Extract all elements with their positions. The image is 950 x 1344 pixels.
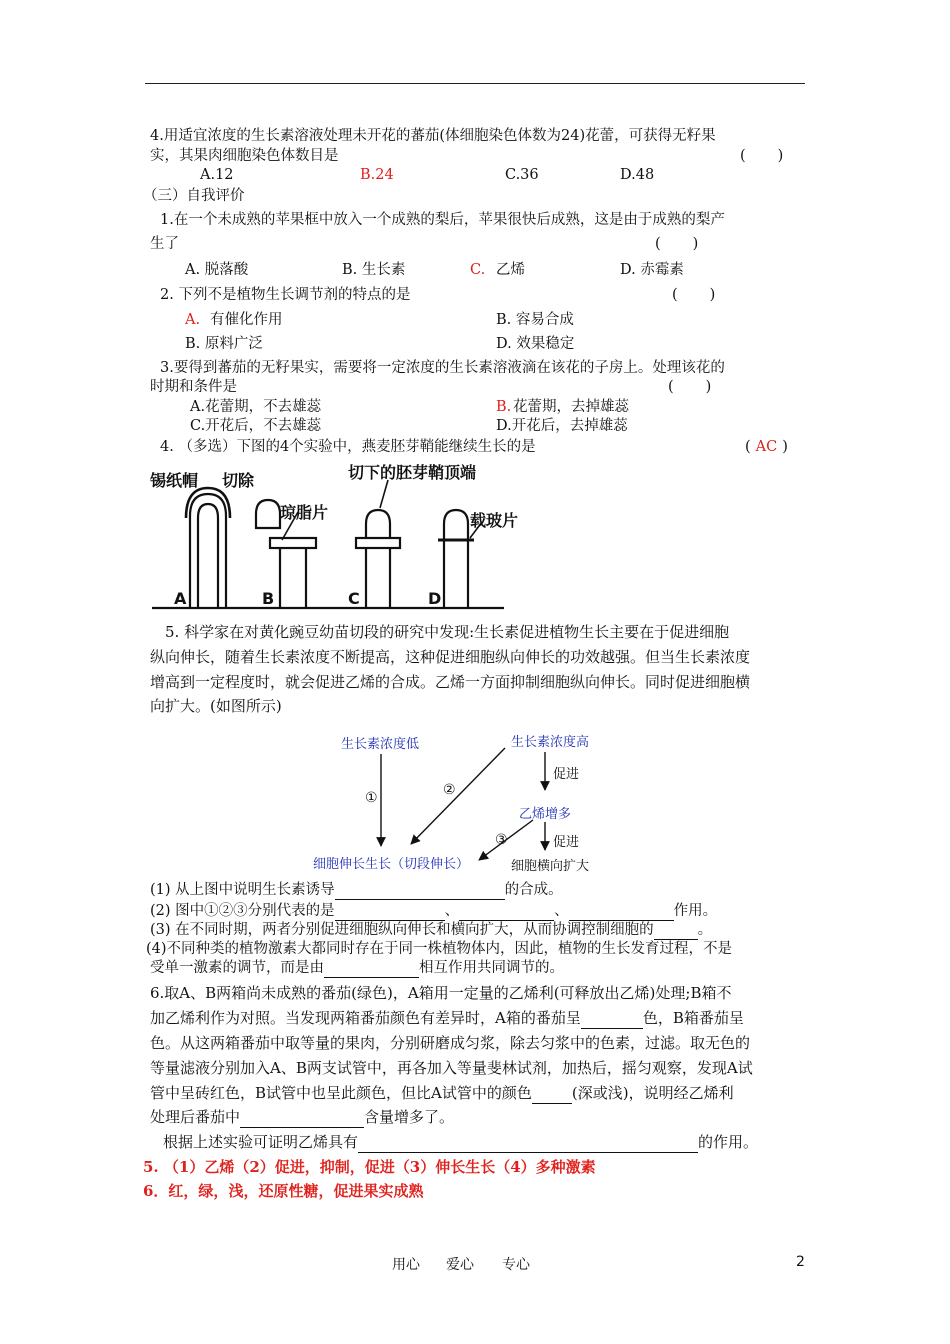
s1-opt-a: A. 脱落酸 [185, 262, 249, 278]
s4-answer-value: AC [755, 439, 778, 455]
section-title: （三）自我评价 [143, 188, 245, 204]
s3-paren: ( ) [668, 379, 713, 395]
s5-q2-blank2[interactable] [459, 904, 554, 921]
label-high-auxin: 生长素浓度高 [511, 735, 590, 750]
s5-line3: 增高到一定程度时，就会促进乙烯的合成。乙烯一方面抑制细胞纵向伸长。同时促进细胞横 [150, 673, 751, 691]
label-cut: 切除 [222, 471, 255, 490]
s6-shade-blank[interactable] [532, 1087, 572, 1104]
s6-line7 [163, 1131, 758, 1153]
s6-line6 [150, 1106, 454, 1128]
label-low-auxin: 生长素浓度低 [341, 737, 420, 752]
footer-text-1: 用心 [392, 1257, 420, 1273]
s5-q2-tail: 作用。 [673, 903, 718, 919]
s6-line3: 色。从这两箱番茄中取等量的果肉，分别研磨成匀浆，除去匀浆中的色素，过滤。取无色的 [150, 1034, 751, 1052]
footer-text-3: 专心 [502, 1257, 530, 1273]
s1-line2: 生了 [150, 236, 179, 252]
s1-opt-c-text: 乙烯 [496, 262, 525, 278]
label-promote-2: 促进 [553, 835, 580, 850]
s2-opt-c: B. 原料广泛 [185, 336, 263, 352]
s6-content-blank[interactable] [240, 1111, 364, 1128]
s5-q2-blank3[interactable] [569, 904, 674, 921]
tip-c [366, 510, 390, 538]
label-circle-1: ① [365, 790, 378, 806]
s1-opt-c-letter: C. [470, 262, 486, 278]
page-number: 2 [796, 1254, 805, 1270]
label-agar: 琼脂片 [280, 503, 329, 522]
s4-line1: 4. （多选）下图的4个实验中，燕麦胚芽鞘能继续生长的是 [160, 439, 536, 455]
s5-q2-sep1: 、 [444, 903, 460, 919]
coleoptile-figure [148, 458, 519, 614]
s3-opt-b-letter: B. [496, 399, 512, 415]
s4-answer-open: ( [745, 439, 751, 455]
s6-color-a-blank[interactable] [581, 1012, 643, 1029]
s6-line2-text: 加乙烯利作为对照。当发现两箱番茄颜色有差异时，A箱的番茄呈 [150, 1009, 581, 1027]
s5-q2-text: (2) 图中①②③分别代表的是 [150, 903, 335, 919]
label-a: A [174, 589, 187, 608]
answer-5: 5. （1）乙烯（2）促进，抑制，促进（3）伸长生长（4）多种激素 [143, 1158, 596, 1176]
arrow-2 [411, 748, 505, 844]
s3-line1: 3.要得到蕃茄的无籽果实，需要将一定浓度的生长素溶液滴在该花的子房上。处理该花的 [160, 360, 725, 376]
label-circle-2: ② [443, 782, 456, 798]
label-c: C [348, 589, 360, 608]
s1-paren: ( ) [655, 236, 700, 252]
s5-q4-blank[interactable] [324, 961, 419, 978]
label-promote-1: 促进 [553, 767, 580, 782]
s3-opt-d: D.开花后，去掉雄蕊 [496, 418, 628, 434]
s2-line1: 2. 下列不是植物生长调节剂的特点的是 [160, 287, 411, 303]
s4-answer-close: ) [782, 439, 788, 455]
s6-line2-tail: 色，B箱番茄呈 [642, 1009, 744, 1027]
label-horizontal-expansion: 细胞横向扩大 [511, 859, 590, 874]
hormone-diagram [305, 728, 625, 878]
s6-line6-tail: 含量增多了。 [364, 1108, 455, 1126]
s6-line5-tail: (深或浅)，说明经乙烯利 [571, 1084, 734, 1102]
s6-line7-tail: 的作用。 [698, 1133, 759, 1151]
s2-opt-a-letter: A. [185, 312, 201, 328]
s6-line5 [150, 1082, 734, 1104]
s4-answer [745, 437, 788, 457]
s5-q1-text: (1) 从上图中说明生长素诱导 [150, 882, 335, 898]
s3-line2: 时期和条件是 [150, 379, 237, 395]
s2-opt-a-text: 有催化作用 [210, 312, 283, 328]
header-rule [145, 83, 805, 84]
q4-line1: 4.用适宜浓度的生长素溶液处理未开花的蕃茄(体细胞染色体数为24)花蕾，可获得无籽果 [150, 128, 716, 144]
q4-opt-c: C.36 [505, 167, 539, 183]
s6-line7-text: 根据上述实验可证明乙烯具有 [163, 1133, 359, 1151]
s5-q3 [150, 920, 712, 940]
s1-line1: 1.在一个未成熟的苹果框中放入一个成熟的梨后，苹果很快后成熟，这是由于成熟的梨产 [160, 212, 725, 228]
s1-opt-d: D. 赤霉素 [620, 262, 684, 278]
coleoptile-a-inner [198, 504, 218, 608]
s5-line4: 向扩大。(如图所示) [150, 697, 282, 715]
s5-q4-line2 [150, 958, 564, 978]
s5-q3-text: (3) 在不同时期，两者分别促进细胞纵向伸长和横向扩大，从而协调控制细胞的 [150, 922, 654, 938]
s5-q4-text: 受单一激素的调节，而是由 [150, 960, 324, 976]
s2-paren: ( ) [672, 287, 717, 303]
s2-opt-d: D. 效果稳定 [496, 336, 575, 352]
s5-q4-tail: 相互作用共同调节的。 [419, 960, 564, 976]
q4-paren: ( ) [740, 148, 785, 164]
q4-opt-a: A.12 [200, 167, 234, 183]
s5-line1: 5. 科学家在对黄化豌豆幼苗切段的研究中发现:生长素促进植物生长主要在于促进细胞 [165, 623, 730, 641]
s1-opt-b: B. 生长素 [342, 262, 406, 278]
q4-opt-b: B.24 [360, 167, 394, 183]
tip-d [444, 510, 468, 542]
agar-c [356, 538, 400, 548]
s6-role-blank[interactable] [358, 1136, 698, 1153]
q4-opt-d: D.48 [620, 167, 655, 183]
cut-tip-b [256, 500, 280, 528]
s5-q2 [150, 901, 717, 921]
q4-line2: 实，其果肉细胞染色体数目是 [150, 148, 339, 164]
label-cell-elongation: 细胞伸长生长（切段伸长） [313, 857, 470, 872]
s2-opt-b: B. 容易合成 [496, 312, 574, 328]
footer-text-2: 爱心 [446, 1257, 474, 1273]
s3-opt-a: A.花蕾期，不去雄蕊 [190, 399, 322, 415]
s5-q3-blank[interactable] [654, 923, 698, 940]
s5-q1-tail: 的合成。 [504, 882, 563, 898]
s5-q2-blank1[interactable] [335, 904, 445, 921]
s5-q4-line1: (4)不同种类的植物激素大都同时存在于同一株植物体内，因此，植物的生长发育过程，不是 [146, 941, 733, 957]
s5-q2-sep2: 、 [554, 903, 569, 919]
label-circle-3: ③ [495, 832, 508, 848]
s6-line5-text: 管中呈砖红色，B试管中也呈此颜色，但比A试管中的颜色 [150, 1084, 532, 1102]
label-ethylene: 乙烯增多 [519, 807, 572, 822]
s3-opt-b-text: 花蕾期，去掉雄蕊 [513, 399, 629, 415]
s5-q1 [150, 880, 563, 900]
label-b: B [262, 589, 275, 608]
label-d: D [428, 589, 442, 608]
s3-opt-c: C.开花后，不去雄蕊 [190, 418, 322, 434]
s6-line1: 6.取A、B两箱尚未成熟的番茄(绿色)，A箱用一定量的乙烯利(可释放出乙烯)处理;B箱不 [150, 984, 732, 1002]
answer-6: 6．红，绿，浅，还原性糖，促进果实成熟 [143, 1182, 424, 1200]
agar-b [270, 538, 316, 548]
label-foil-cap: 锡纸帽 [150, 471, 199, 490]
s6-line2 [150, 1007, 744, 1029]
s6-line6-text: 处理后番茄中 [150, 1108, 241, 1126]
tip-pointer [380, 480, 388, 508]
coleoptile-a [190, 494, 226, 608]
label-glass-slide: 载玻片 [470, 511, 519, 530]
s5-line2: 纵向伸长，随着生长素浓度不断提高，这种促进细胞纵向伸长的功效越强。但当生长素浓度 [150, 648, 751, 666]
s5-q1-blank[interactable] [335, 883, 505, 900]
s6-line4: 等量滤液分别加入A、B两支试管中，再各加入等量斐林试剂，加热后，摇匀观察，发现A试 [150, 1059, 753, 1077]
s5-q3-tail: 。 [697, 922, 713, 938]
label-cut-tip: 切下的胚芽鞘顶端 [348, 463, 477, 482]
